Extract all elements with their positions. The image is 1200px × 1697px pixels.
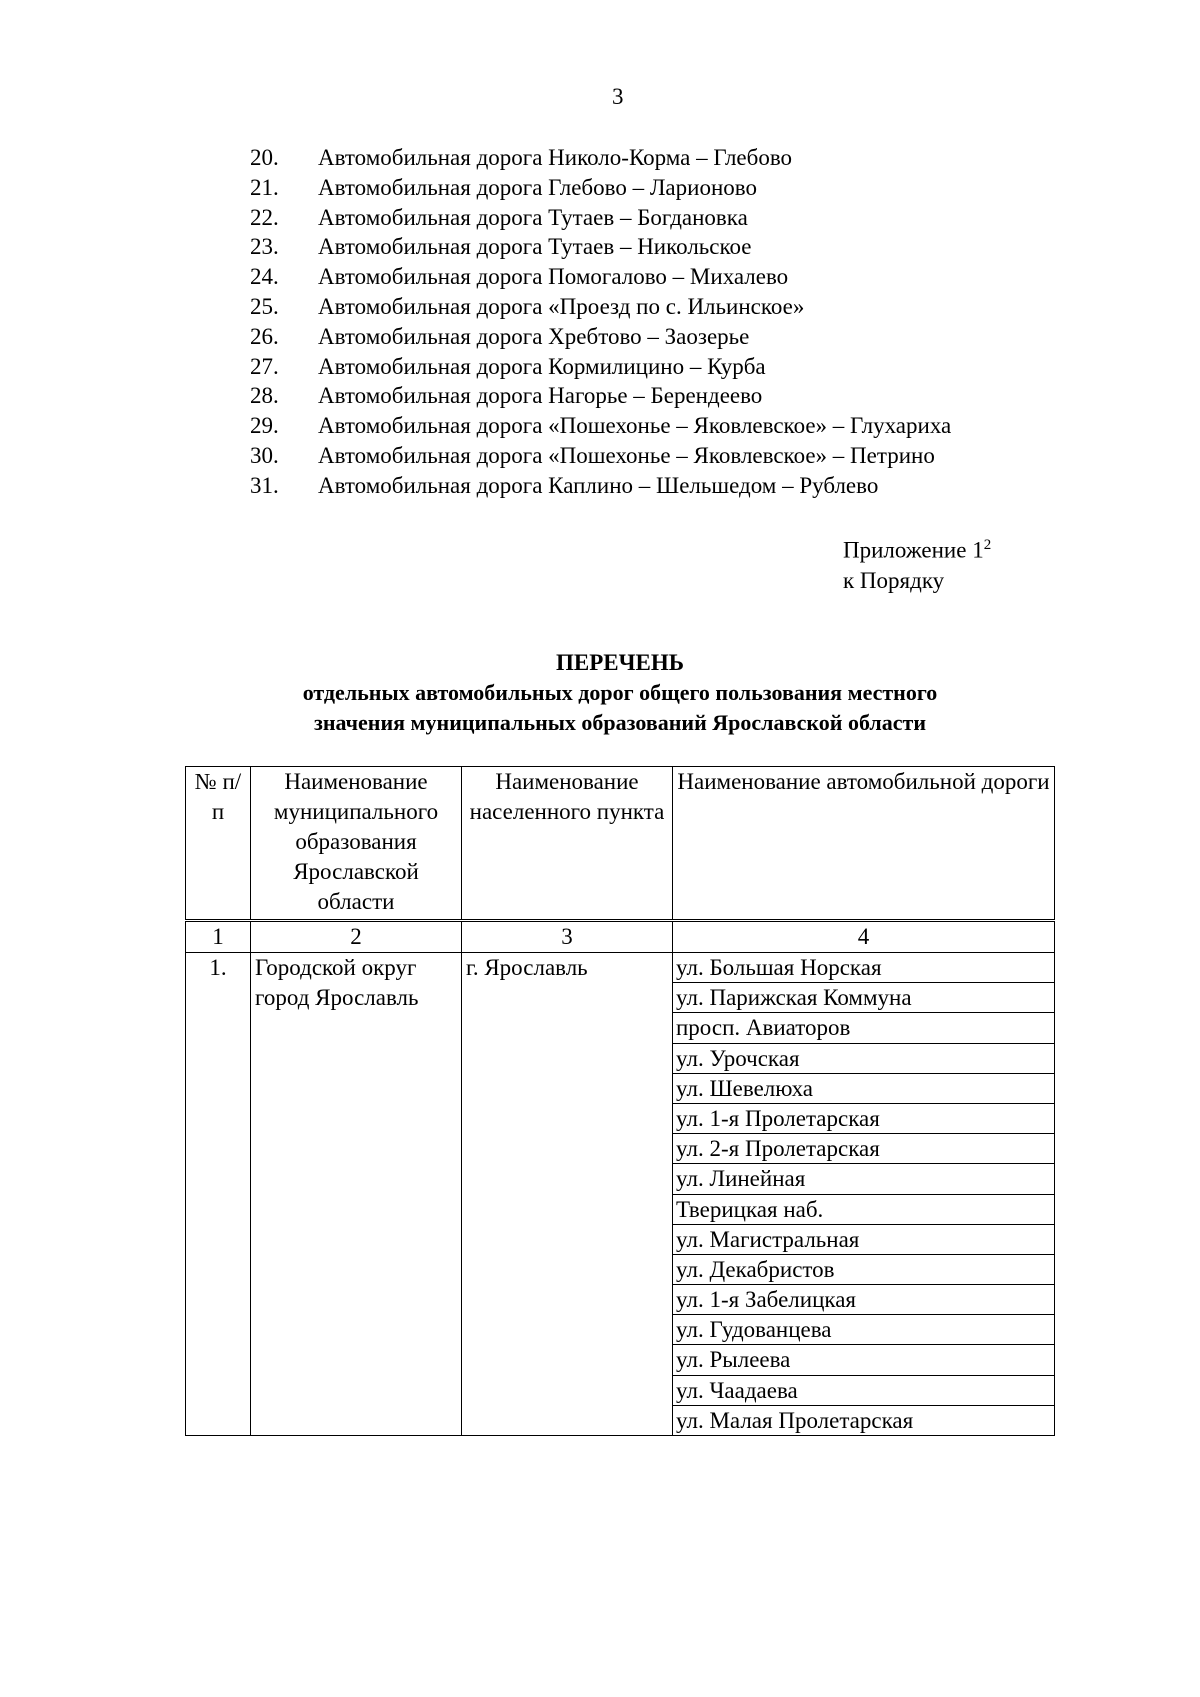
list-text: Автомобильная дорога Помогалово – Михалево [318,264,789,290]
list-number: 25. [250,293,279,319]
col-number: 3 [462,921,673,953]
title-sub2: значения муниципальных образований Ярославской области [313,710,926,735]
road-name: ул. Чаадаева [673,1376,1054,1406]
row-number: 1. [186,953,251,1436]
road-name: ул. 2-я Пролетарская [673,1134,1054,1164]
list-text: Автомобильная дорога «Проезд по с. Ильинское» [318,293,805,319]
list-number: 23. [250,234,279,260]
road-name: просп. Авиаторов [673,1013,1054,1043]
header-municipality: Наименование муниципального образования Ярославской области [251,767,462,921]
list-number: 24. [250,264,279,290]
appendix-line1: Приложение 1 [843,537,984,563]
appendix-note [843,530,991,596]
list-text: Автомобильная дорога «Пошехонье – Яковлевское» – Петрино [318,442,935,468]
list-item [250,232,951,262]
list-number: 26. [250,323,279,349]
list-text: Автомобильная дорога Глебово – Ларионово [318,174,757,200]
road-name: ул. Декабристов [673,1255,1054,1285]
road-name: ул. Малая Пролетарская [676,1407,914,1433]
list-item [250,381,951,411]
document-title [185,648,1055,738]
list-item [250,203,951,233]
road-name: ул. Рылеева [673,1345,1054,1375]
road-name: ул. Парижская Коммуна [673,983,1054,1013]
row-municipality: Городской округ город Ярославль [251,953,462,1436]
header-locality: Наименование населенного пункта [462,767,673,921]
road-name: ул. Гудованцева [673,1315,1054,1345]
list-number: 31. [250,472,279,498]
page-number: 3 [612,84,624,109]
list-item [250,143,951,173]
list-item [250,173,951,203]
road-name: ул. 1-я Пролетарская [673,1104,1054,1134]
header-num: № п/п [186,767,251,921]
col-number: 2 [251,921,462,953]
list-number: 29. [250,413,279,439]
title-sub1: отдельных автомобильных дорог общего пользования местного [302,680,938,705]
list-text: Автомобильная дорога Тутаев – Никольское [318,234,752,260]
title-main: ПЕРЕЧЕНЬ [556,650,684,675]
appendix-line2: к Порядку [843,567,945,593]
list-item [250,411,951,441]
road-name: Тверицкая наб. [673,1195,1054,1225]
list-item [250,471,951,501]
list-text: Автомобильная дорога Нагорье – Берендеево [318,383,763,409]
road-name: ул. Большая Норская [673,953,1054,983]
road-list [250,143,951,501]
roads-table [185,766,1055,1436]
road-name: ул. Шевелюха [673,1074,1054,1104]
list-number: 22. [250,204,279,230]
list-item [250,322,951,352]
header-road: Наименование автомобильной дороги [673,767,1055,921]
list-number: 21. [250,174,279,200]
list-text: Автомобильная дорога Хребтово – Заозерье [318,323,750,349]
list-number: 27. [250,353,279,379]
list-number: 30. [250,442,279,468]
col-number: 4 [673,921,1055,953]
list-item [250,352,951,382]
road-name: ул. Линейная [673,1164,1054,1194]
appendix-superscript: 2 [983,537,992,553]
list-number: 20. [250,145,279,170]
list-number: 28. [250,383,279,409]
road-name: ул. Магистральная [673,1225,1054,1255]
column-number-row [186,921,1055,953]
road-name: ул. 1-я Забелицкая [673,1285,1054,1315]
list-text: Автомобильная дорога Кормилицино – Курба [318,353,766,379]
list-text: Автомобильная дорога Николо-Корма – Глебово [318,145,793,170]
list-text: Автомобильная дорога Тутаев – Богдановка [318,204,748,230]
list-text: Автомобильная дорога Каплино – Шельшедом – Рублево [318,472,879,498]
list-item [250,441,951,471]
list-item [250,262,951,292]
list-text: Автомобильная дорога «Пошехонье – Яковлевское» – Глухариха [318,413,952,439]
table-header [186,767,1055,921]
list-item [250,292,951,322]
road-name: ул. Урочская [673,1044,1054,1074]
table-row [186,953,1055,1436]
row-locality: г. Ярославль [462,953,673,1436]
col-number: 1 [186,921,251,953]
row-roads [673,953,1055,1436]
